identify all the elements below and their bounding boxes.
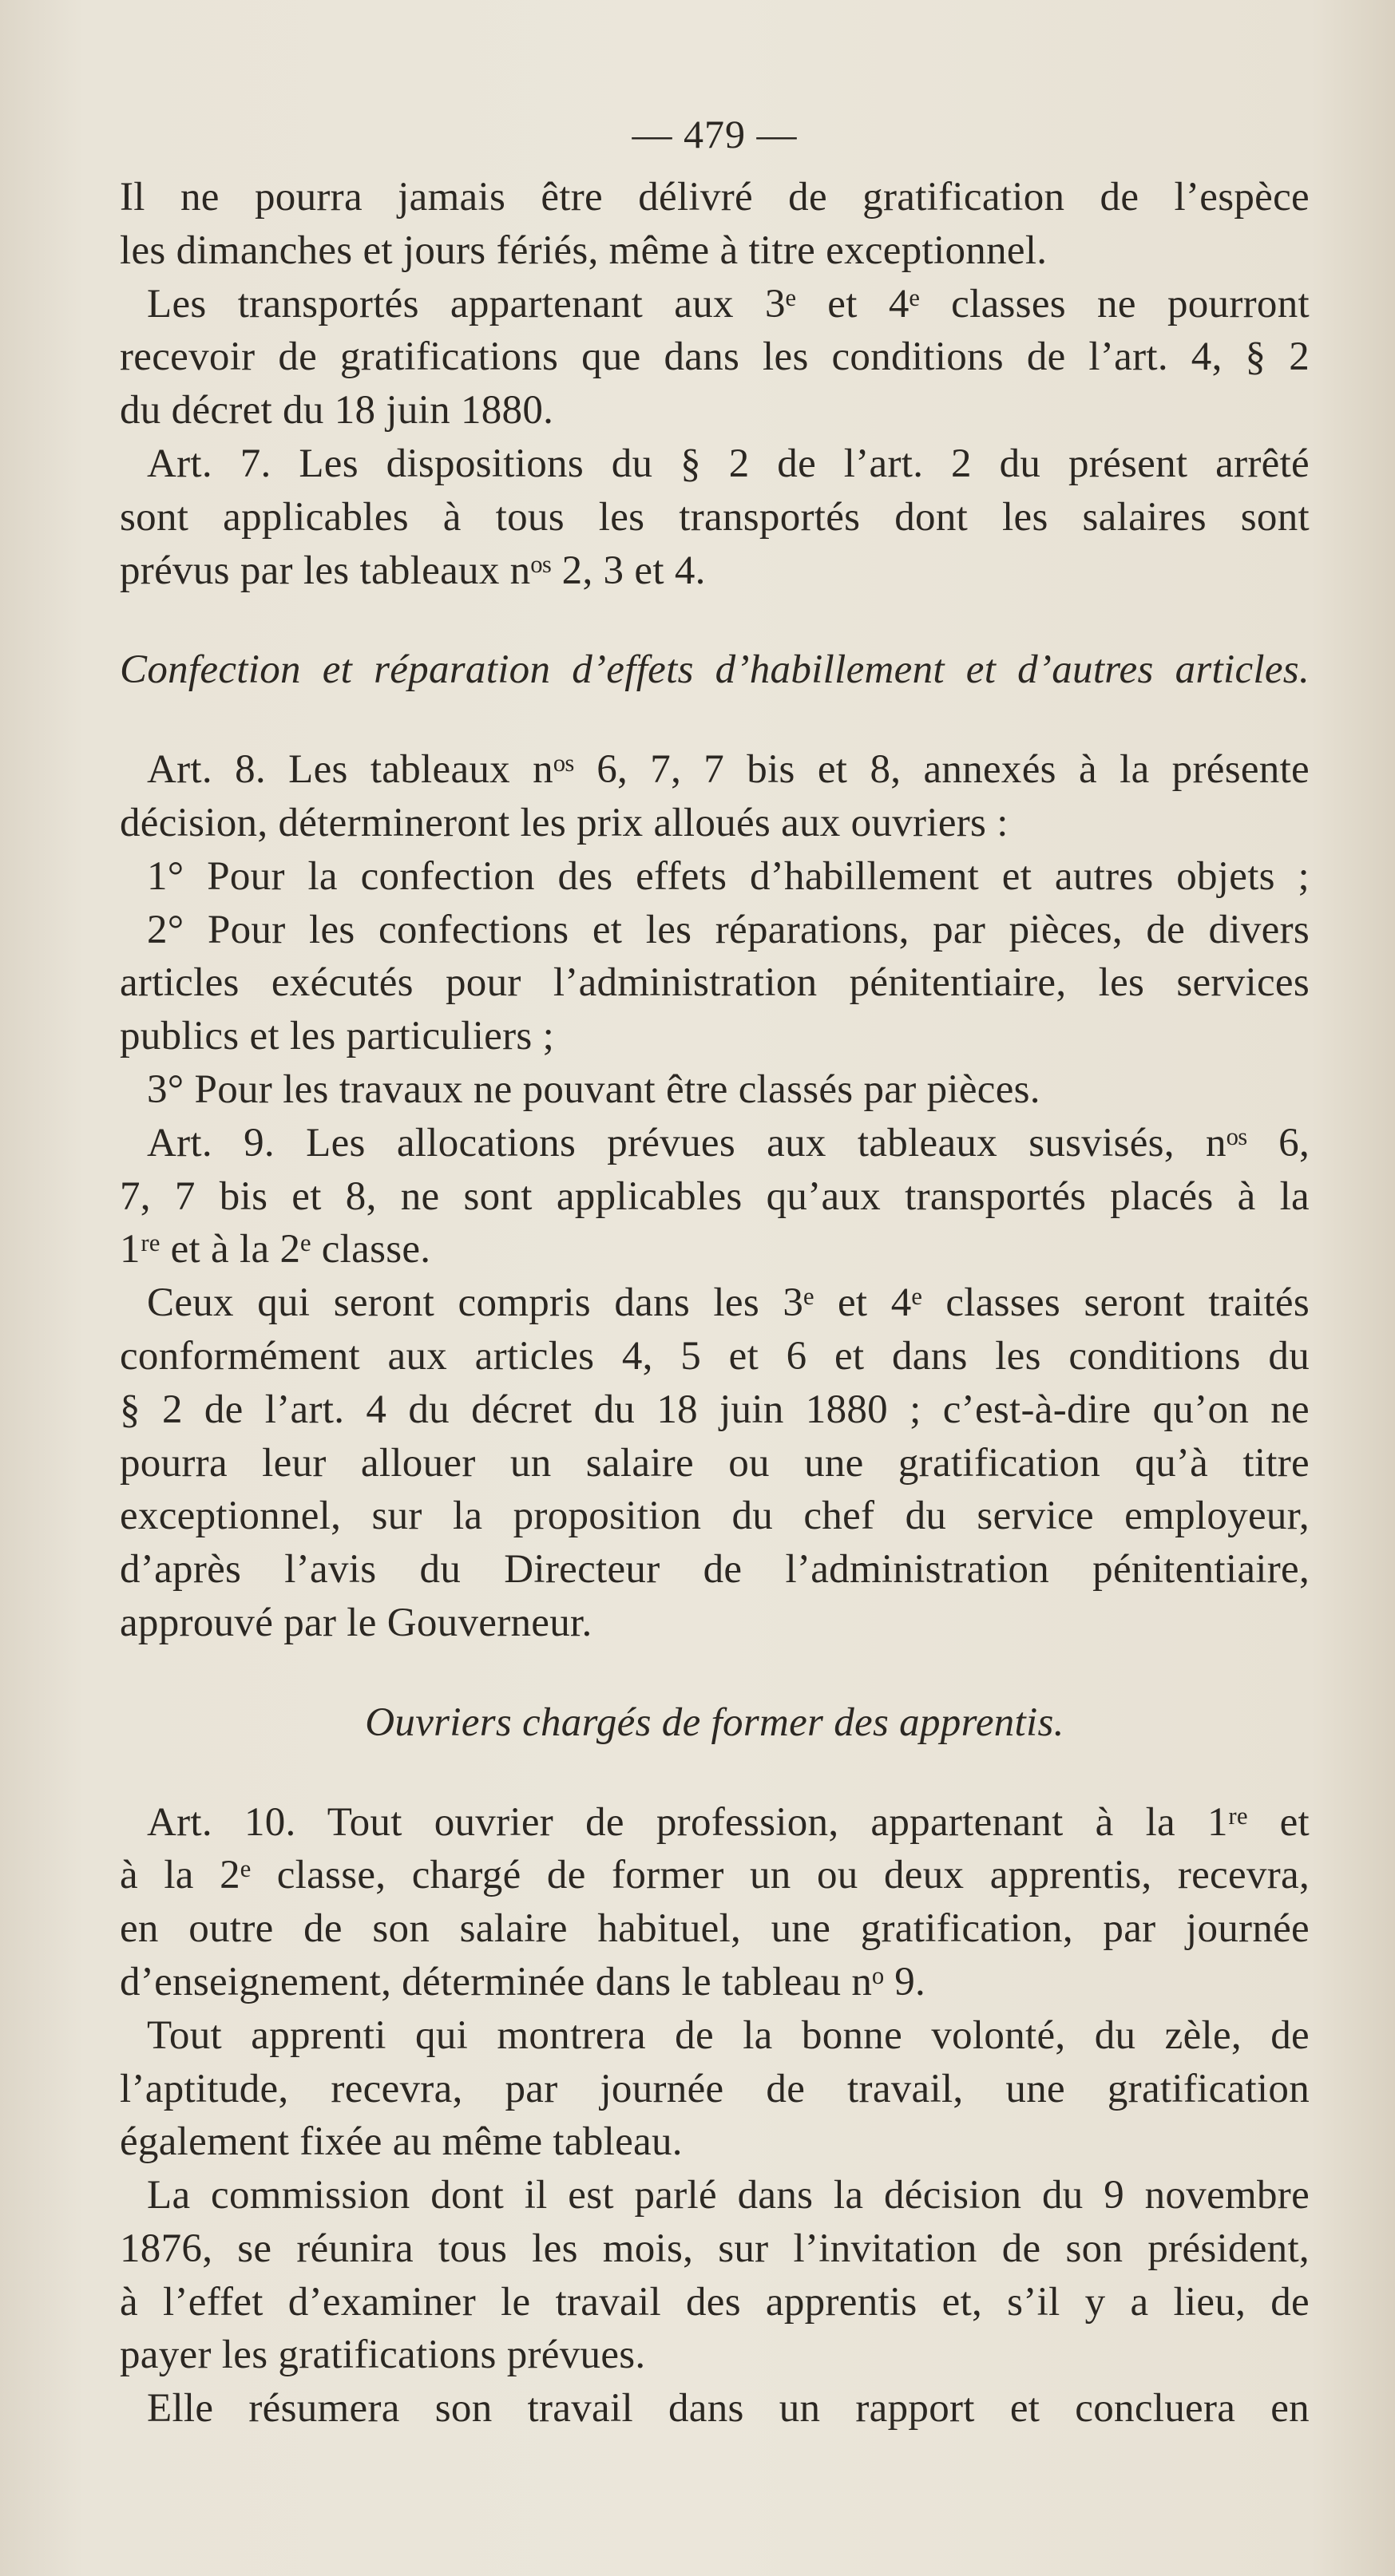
text-line: prévus par les tableaux nᵒˢ 2, 3 et 4. <box>120 548 706 593</box>
text-line: recevoir de gratifications que dans les conditions de l’art. 4, § 2 <box>120 334 1310 380</box>
text-line: 1ʳᵉ et à la 2ᵉ classe. <box>120 1227 431 1272</box>
text-line: Art. 7. Les dispositions du § 2 de l’art. 2 du présent arrêté <box>147 441 1310 486</box>
text-line: conformément aux articles 4, 5 et 6 et dans les conditions du <box>120 1333 1310 1379</box>
text-line: 3° Pour les travaux ne pouvant être classés par pièces. <box>147 1066 1040 1112</box>
section-heading: Ouvriers chargés de former des apprentis. <box>365 1700 1064 1745</box>
text-line: § 2 de l’art. 4 du décret du 18 juin 1880 ; c’est-à-dire qu’on ne <box>120 1387 1310 1432</box>
text-line: 1876, se réunira tous les mois, sur l’invitation de son président, <box>120 2226 1310 2271</box>
text-line: 2° Pour les confections et les réparations, par pièces, de divers <box>147 907 1310 952</box>
text-line: Les transportés appartenant aux 3ᵉ et 4ᵉ classes ne pourront <box>147 281 1310 326</box>
text-line: articles exécutés pour l’administration pénitentiaire, les services <box>120 960 1310 1006</box>
text-line: Tout apprenti qui montrera de la bonne volonté, du zèle, de <box>147 2012 1310 2058</box>
text-line: payer les gratifications prévues. <box>120 2333 646 2378</box>
text-line: 1° Pour la confection des effets d’habillement et autres objets ; <box>147 853 1310 899</box>
text-line: à la 2ᵉ classe, chargé de former un ou deux apprentis, recevra, <box>120 1853 1310 1898</box>
text-line: d’enseignement, déterminée dans le tableau nᵒ 9. <box>120 1959 926 2004</box>
text-line: l’aptitude, recevra, par journée de travail, une gratification <box>120 2066 1310 2111</box>
text-line: Il ne pourra jamais être délivré de gratification de l’espèce <box>120 175 1310 220</box>
text-line: Art. 9. Les allocations prévues aux tableaux susvisés, nᵒˢ 6, <box>147 1120 1310 1165</box>
page-number: — 479 — <box>632 112 798 156</box>
text-line: Ceux qui seront compris dans les 3ᵉ et 4ᵉ classes seront traités <box>147 1280 1310 1326</box>
text-line: à l’effet d’examiner le travail des apprentis et, s’il y a lieu, de <box>120 2279 1310 2325</box>
section-heading: Confection et réparation d’effets d’habillement et d’autres articles. <box>120 647 1310 693</box>
text-line: du décret du 18 juin 1880. <box>120 388 554 433</box>
text-line: décision, détermineront les prix alloués aux ouvriers : <box>120 800 1009 845</box>
page-text <box>120 110 1310 2436</box>
text-line: pourra leur allouer un salaire ou une gratification qu’à titre <box>120 1440 1310 1486</box>
text-line: Art. 10. Tout ouvrier de profession, appartenant à la 1ʳᵉ et <box>147 1799 1310 1845</box>
text-line: publics et les particuliers ; <box>120 1014 555 1059</box>
text-line: d’après l’avis du Directeur de l’administration pénitentiaire, <box>120 1547 1310 1593</box>
text-line: approuvé par le Gouverneur. <box>120 1600 592 1645</box>
text-line: Art. 8. Les tableaux nᵒˢ 6, 7, 7 bis et 8, annexés à la présente <box>147 747 1310 793</box>
text-line: La commission dont il est parlé dans la décision du 9 novembre <box>147 2173 1310 2218</box>
text-line: également fixée au même tableau. <box>120 2119 683 2165</box>
text-line: les dimanches et jours fériés, même à titre exceptionnel. <box>120 228 1048 273</box>
text-line: 7, 7 bis et 8, ne sont applicables qu’aux transportés placés à la <box>120 1173 1310 1219</box>
text-line: Elle résumera son travail dans un rapport et concluera en <box>147 2386 1310 2432</box>
text-line: en outre de son salaire habituel, une gratification, par journée <box>120 1906 1310 1952</box>
text-line: exceptionnel, sur la proposition du chef du service employeur, <box>120 1494 1310 1539</box>
text-line: sont applicables à tous les transportés dont les salaires sont <box>120 494 1310 540</box>
